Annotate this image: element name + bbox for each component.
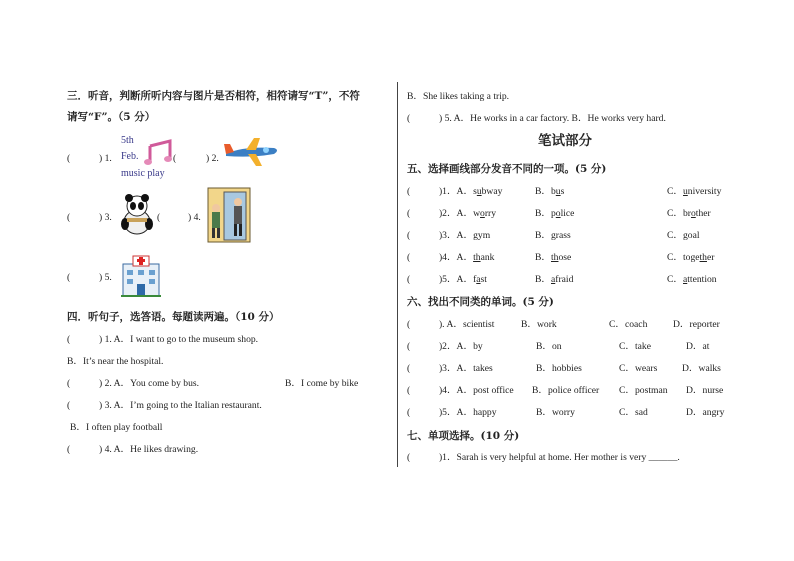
q3-5-label: ( ) 5. (67, 272, 112, 283)
q3-1-label: ( ) 1. (67, 153, 112, 164)
q3-2-label: ) 2. (206, 153, 219, 164)
sec5-row-2-option-b: B．police (535, 208, 575, 219)
sec6-row-1-option-a: ( ). A．scientist (407, 319, 495, 330)
q4-2-option-a: ( ) 2. A．You come by bus. (67, 378, 200, 389)
sec6-row-5-option-a: ( )5．A．happy (407, 407, 497, 418)
q4-3-option-a: ( ) 3. A．I’m going to the Italian restaurant. (67, 400, 262, 411)
sec6-row-3-option-a: ( )3．A．takes (407, 363, 493, 374)
q4-5-options: ( ) 5. A．He works in a car factory. B．He works very hard. (407, 113, 666, 124)
section-6-title: 六、找出不同类的单词。(5 分) (407, 296, 554, 308)
music-note-icon (144, 138, 177, 168)
sec6-row-4-option-b: B．police officer (532, 385, 600, 396)
q3-3-label: ( ) 3. (67, 212, 112, 223)
hospital-icon (119, 254, 163, 298)
sec5-row-1-option-b: B．bus (535, 186, 565, 197)
sec6-row-3-option-b: B．hobbies (536, 363, 582, 374)
panda-icon (121, 194, 153, 236)
sec5-row-3-option-c: C．goal (667, 230, 700, 241)
section-7-title: 七、单项选择。(10 分) (407, 430, 520, 442)
sec6-row-2-option-a: ( )2．A．by (407, 341, 483, 352)
sec6-row-3-option-c: C．wears (619, 363, 658, 374)
airplane-icon (222, 136, 282, 168)
q4-1-option-b: B．It’s near the hospital. (67, 356, 164, 367)
calendar-text-music: music play (121, 168, 165, 179)
sec5-row-1-option-a: ( )1．A．subway (407, 186, 503, 197)
q4-1-option-a: ( ) 1. A．I want to go to the museum shop. (67, 334, 259, 345)
sec5-row-3-option-b: B．grass (535, 230, 571, 241)
people-at-door-icon (206, 186, 252, 244)
sec5-row-2-option-c: C．brother (667, 208, 711, 219)
sec6-row-4-option-c: C．postman (619, 385, 668, 396)
q4-4-option-b: B．She likes taking a trip. (407, 91, 510, 102)
sec6-row-5-option-c: C．sad (619, 407, 648, 418)
sec5-row-5-option-a: ( )5．A．fast (407, 274, 487, 285)
sec5-row-5-option-b: B．afraid (535, 274, 574, 285)
sec5-row-3-option-a: ( )3．A．gym (407, 230, 491, 241)
sec6-row-3-option-d: D．walks (682, 363, 721, 374)
q3-4-paren: ( (157, 212, 161, 223)
sec6-row-1-option-d: D．reporter (673, 319, 720, 330)
column-divider (397, 82, 398, 467)
q3-2-paren: ( (173, 153, 177, 164)
q4-3-option-b: B．I often play football (70, 422, 163, 433)
section-3-title-line1: 三．听音，判断所听内容与图片是否相符，相符请写“T”，不符 (67, 90, 360, 102)
sec6-row-4-option-a: ( )4．A．post office (407, 385, 514, 396)
section-4-title: 四．听句子，选答语。每题读两遍。（10 分） (67, 311, 280, 323)
sec5-row-4-option-a: ( )4．A．thank (407, 252, 495, 263)
written-part-title: 笔试部分 (538, 133, 592, 149)
sec5-row-4-option-b: B．those (535, 252, 572, 263)
q4-2-option-b: B．I come by bike (285, 378, 359, 389)
calendar-text-feb: Feb. (121, 151, 139, 162)
sec5-row-5-option-c: C．attention (667, 274, 717, 285)
sec5-row-1-option-c: C．university (667, 186, 722, 197)
section-3-title-line2: 请写“F”。（5 分） (67, 111, 156, 123)
q7-1-question: ( )1．Sarah is very helpful at home. Her mother is very ______. (407, 452, 680, 463)
sec6-row-2-option-b: B．on (536, 341, 562, 352)
sec5-row-2-option-a: ( )2．A．worry (407, 208, 497, 219)
sec6-row-1-option-b: B．work (521, 319, 557, 330)
sec6-row-1-option-c: C．coach (609, 319, 648, 330)
sec6-row-4-option-d: D．nurse (686, 385, 724, 396)
q4-4-option-a: ( ) 4. A．He likes drawing. (67, 444, 199, 455)
sec6-row-2-option-c: C．take (619, 341, 651, 352)
calendar-text-5th: 5th (121, 135, 134, 146)
sec6-row-5-option-d: D．angry (686, 407, 725, 418)
section-5-title: 五、选择画线部分发音不同的一项。(5 分) (407, 163, 607, 175)
q3-4-label: ) 4. (188, 212, 201, 223)
sec6-row-5-option-b: B．worry (536, 407, 575, 418)
sec6-row-2-option-d: D．at (686, 341, 710, 352)
sec5-row-4-option-c: C．together (667, 252, 715, 263)
